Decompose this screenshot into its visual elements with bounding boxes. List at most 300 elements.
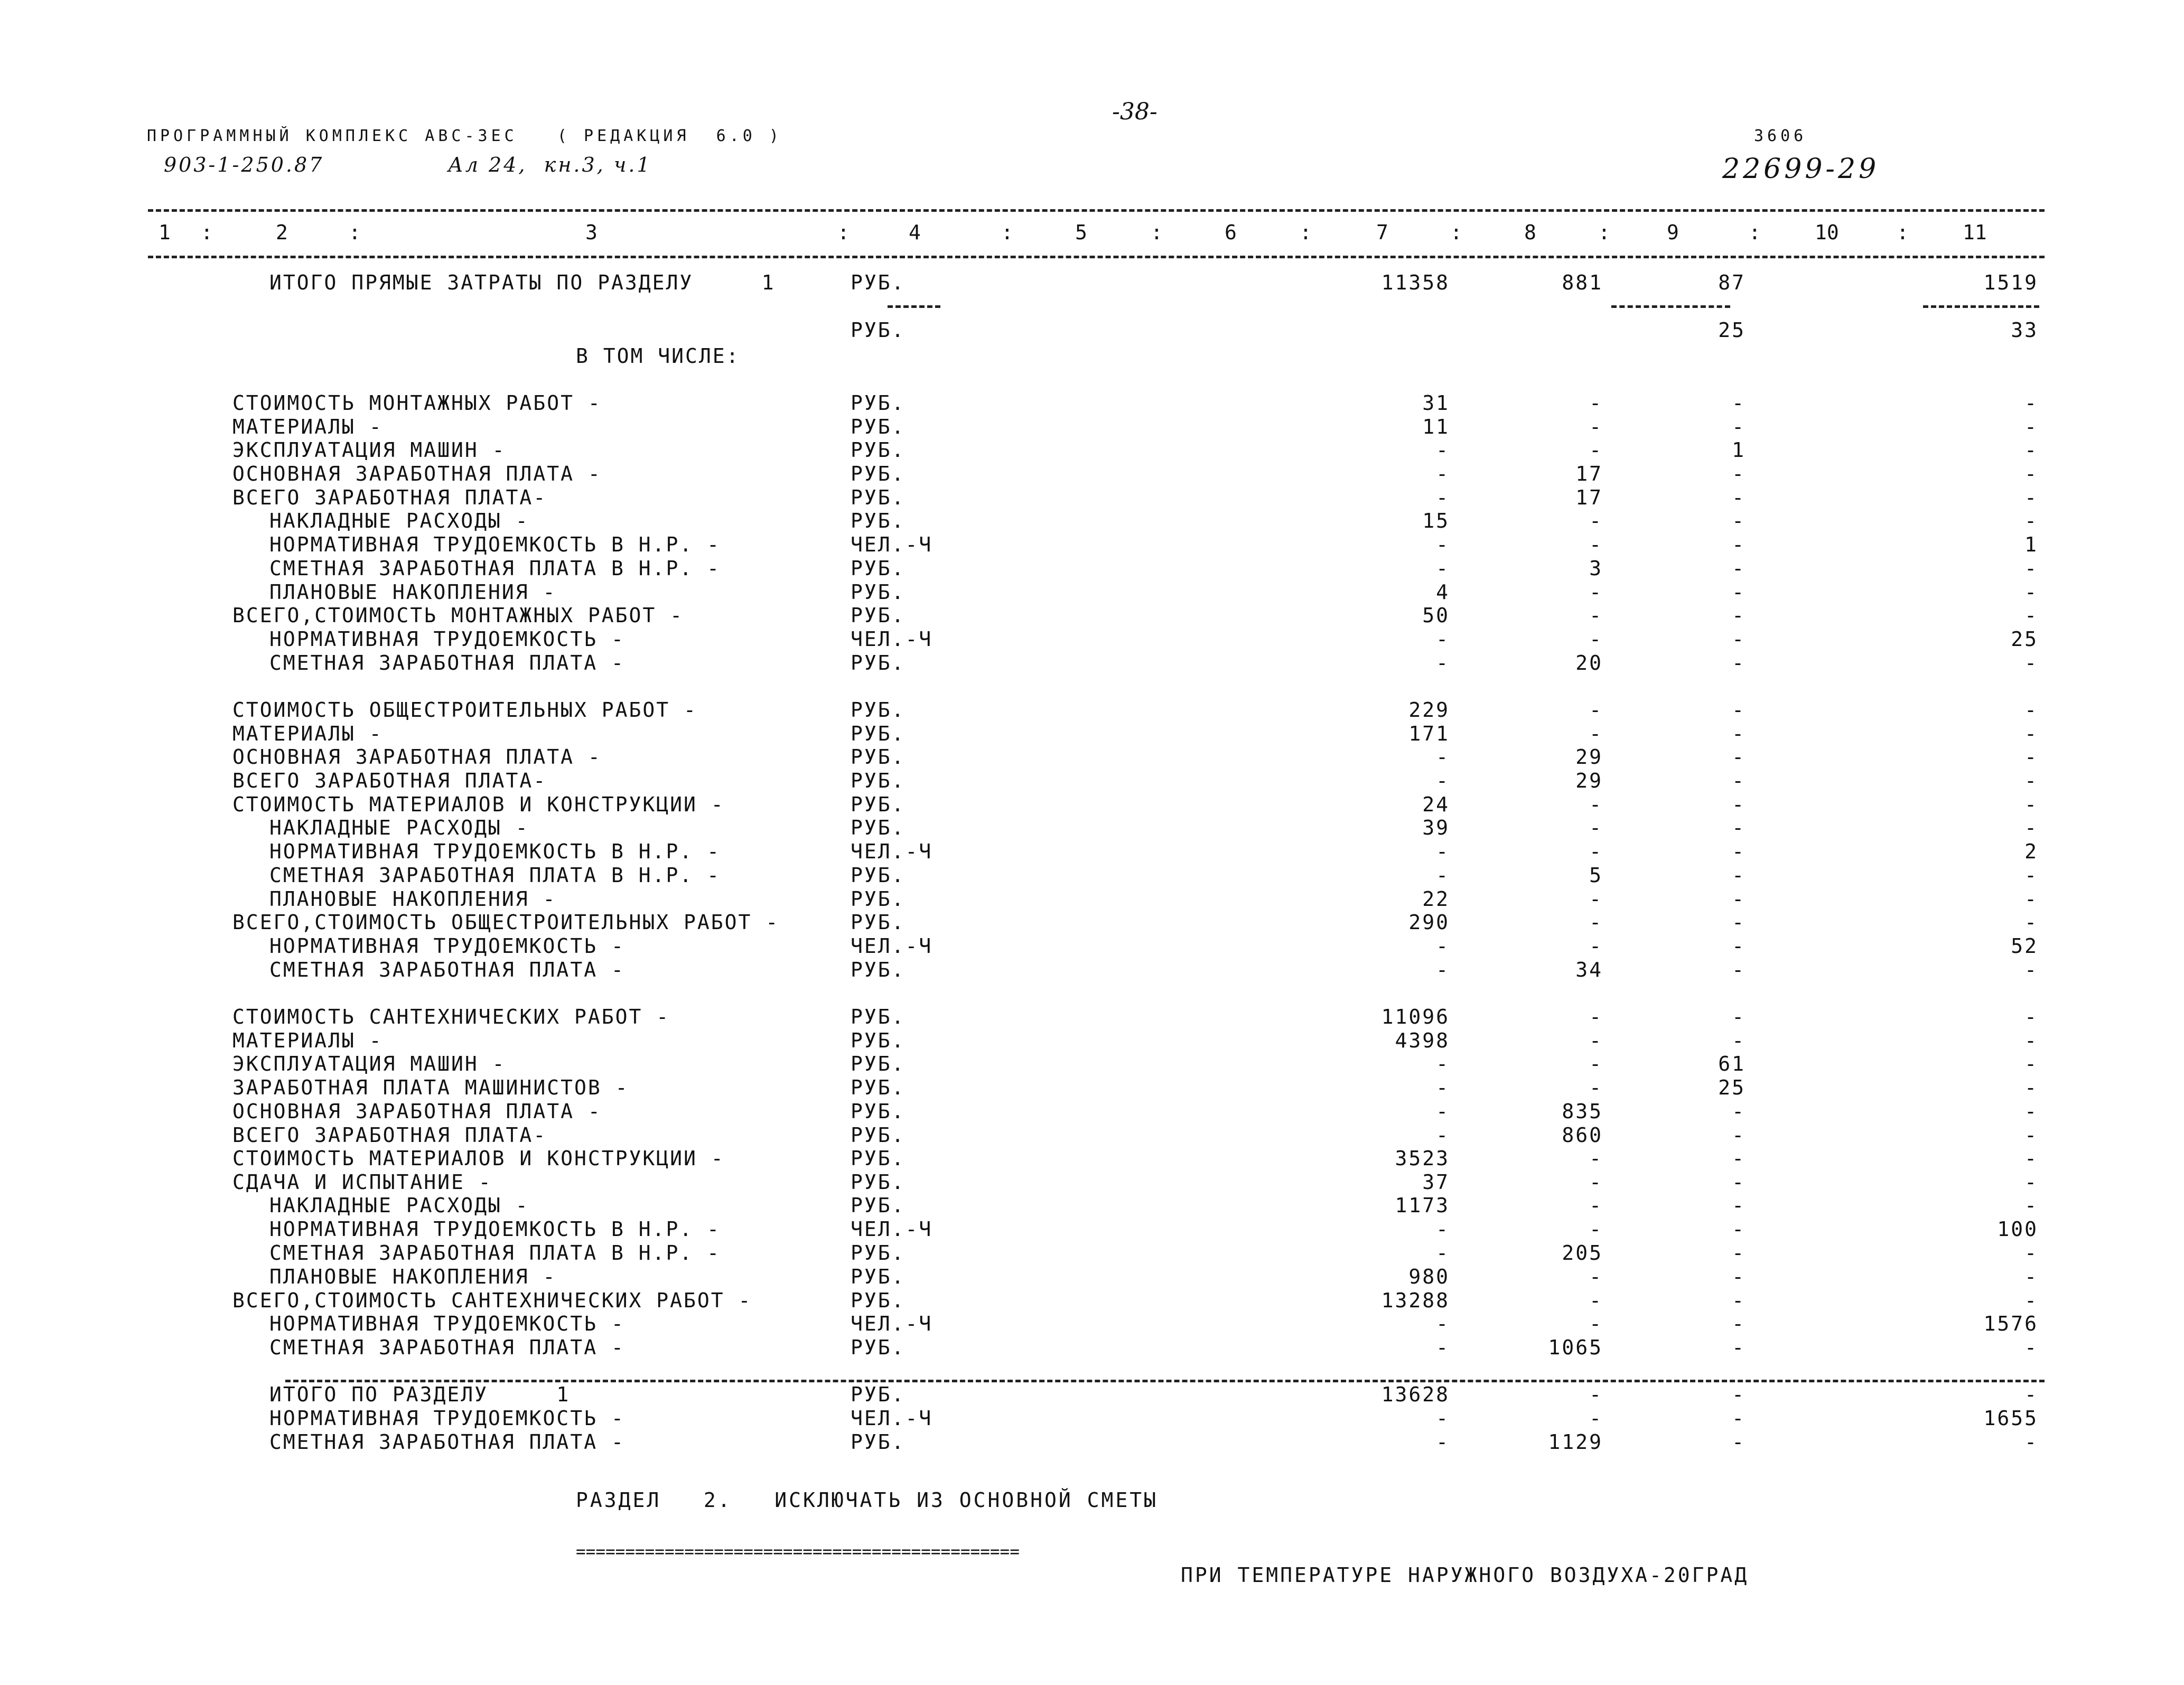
col7-cell: 980	[1408, 1265, 1450, 1288]
row-label: ОСНОВНАЯ ЗАРАБОТНАЯ ПЛАТА -	[232, 462, 602, 485]
col11-cell: -	[2024, 509, 2038, 532]
column-header: 2	[276, 221, 288, 244]
program-title: ПРОГРАММНЫЙ КОМПЛЕКС АВС-ЗЕС ( РЕДАКЦИЯ 6.0 )	[147, 127, 782, 145]
section-total-rule	[285, 1380, 2045, 1382]
col11-cell: -	[2024, 745, 2038, 769]
col11-cell: -	[2024, 1124, 2038, 1147]
table-row	[0, 533, 2184, 557]
table-row	[0, 1005, 2184, 1029]
col8-cell: 3	[1589, 557, 1603, 580]
row-label: НАКЛАДНЫЕ РАСХОДЫ -	[269, 1194, 529, 1217]
row-label: ВСЕГО ЗАРАБОТНАЯ ПЛАТА-	[232, 1124, 547, 1147]
col8-cell: -	[1589, 1029, 1603, 1052]
row-label: СМЕТНАЯ ЗАРАБОТНАЯ ПЛАТА В Н.Р. -	[269, 557, 721, 580]
col8-cell: 860	[1562, 1124, 1603, 1147]
col11-cell: -	[2024, 769, 2038, 792]
unit-cell: РУБ.	[851, 1241, 906, 1265]
unit-cell: РУБ.	[851, 1100, 906, 1123]
row-label: ОСНОВНАЯ ЗАРАБОТНАЯ ПЛАТА -	[232, 745, 602, 769]
col9-cell: -	[1732, 533, 1746, 556]
col8-cell: 835	[1562, 1100, 1603, 1123]
row-label: СТОИМОСТЬ ОБЩЕСТРОИТЕЛЬНЫХ РАБОТ -	[232, 698, 697, 722]
col7-cell: -	[1436, 557, 1450, 580]
col7-cell: 13288	[1381, 1289, 1450, 1312]
col7-cell: 37	[1422, 1171, 1450, 1194]
unit-cell: РУБ.	[851, 911, 906, 934]
col7-cell: 1173	[1395, 1194, 1450, 1217]
col7-cell: -	[1436, 628, 1450, 651]
col11-cell: -	[2024, 438, 2038, 462]
col7-cell: -	[1436, 769, 1450, 792]
col8-cell: -	[1589, 1171, 1603, 1194]
row-label: СМЕТНАЯ ЗАРАБОТНАЯ ПЛАТА -	[269, 958, 625, 981]
col8-cell: 1129	[1548, 1430, 1603, 1454]
col11-cell: 33	[2011, 319, 2038, 342]
col11-cell: -	[2024, 1289, 2038, 1312]
col11-cell: 25	[2011, 628, 2038, 651]
col11-cell: -	[2024, 1336, 2038, 1359]
col7-cell: 4	[1436, 581, 1450, 604]
unit-cell: РУБ.	[851, 722, 906, 745]
column-separator: :	[1897, 221, 1909, 244]
unit-cell: ЧЕЛ.-Ч	[851, 628, 933, 651]
unit-cell: РУБ.	[851, 438, 906, 462]
col9-cell: -	[1732, 1430, 1746, 1454]
col9-cell: -	[1732, 745, 1746, 769]
table-row	[0, 958, 2184, 982]
row-label: НОРМАТИВНАЯ ТРУДОЕМКОСТЬ В Н.Р. -	[269, 840, 721, 863]
row-label: СМЕТНАЯ ЗАРАБОТНАЯ ПЛАТА В Н.Р. -	[269, 864, 721, 887]
col9-cell: -	[1732, 769, 1746, 792]
col7-cell: -	[1436, 533, 1450, 556]
header-bottom-rule	[148, 256, 2045, 258]
col7-cell: -	[1436, 864, 1450, 887]
table-row	[0, 1312, 2184, 1336]
table-row	[0, 1336, 2184, 1360]
temperature-note: ПРИ ТЕМПЕРАТУРЕ НАРУЖНОГО ВОЗДУХА-20ГРАД	[1181, 1564, 1749, 1587]
col8-cell: -	[1589, 604, 1603, 627]
col9-cell: -	[1732, 486, 1746, 509]
col9-cell: -	[1732, 1265, 1746, 1288]
column-header: 3	[585, 221, 598, 244]
unit-cell: ЧЕЛ.-Ч	[851, 934, 933, 958]
col7-cell: -	[1436, 1052, 1450, 1075]
unit-cell: ЧЕЛ.-Ч	[851, 533, 933, 556]
row-label: НОРМАТИВНАЯ ТРУДОЕМКОСТЬ В Н.Р. -	[269, 533, 721, 556]
col7-cell: -	[1436, 745, 1450, 769]
col9-cell: -	[1732, 1194, 1746, 1217]
col8-cell: -	[1589, 415, 1603, 438]
unit-cell: РУБ.	[851, 958, 906, 981]
table-row	[0, 604, 2184, 628]
col8-cell: -	[1589, 509, 1603, 532]
col7-cell: 290	[1408, 911, 1450, 934]
col9-cell: 1	[1732, 438, 1746, 462]
unit-cell: РУБ.	[851, 415, 906, 438]
col9-cell: -	[1732, 1171, 1746, 1194]
row-label: ЭКСПЛУАТАЦИЯ МАШИН -	[232, 1052, 506, 1075]
col8-cell: 17	[1575, 486, 1603, 509]
col7-cell: -	[1436, 1336, 1450, 1359]
row-label: НОРМАТИВНАЯ ТРУДОЕМКОСТЬ -	[269, 1312, 625, 1335]
col9-cell: -	[1732, 1289, 1746, 1312]
col8-cell: -	[1589, 581, 1603, 604]
col9-cell: -	[1732, 1336, 1746, 1359]
unit-cell: ЧЕЛ.-Ч	[851, 1312, 933, 1335]
col11-cell: -	[2024, 1265, 2038, 1288]
col9-cell: -	[1732, 651, 1746, 675]
unit-cell: РУБ.	[851, 1383, 906, 1406]
unit-cell: РУБ.	[851, 462, 906, 485]
col9-cell: 87	[1718, 271, 1746, 294]
unit-cell: РУБ.	[851, 1289, 906, 1312]
row-label: ВСЕГО,СТОИМОСТЬ САНТЕХНИЧЕСКИХ РАБОТ -	[232, 1289, 752, 1312]
unit-cell: РУБ.	[851, 816, 906, 839]
col11-cell: -	[2024, 1076, 2038, 1099]
col8-cell: -	[1589, 1265, 1603, 1288]
row-label: НОРМАТИВНАЯ ТРУДОЕМКОСТЬ -	[269, 934, 625, 958]
row-label: ИТОГО ПО РАЗДЕЛУ 1	[269, 1383, 571, 1406]
unit-cell: РУБ.	[851, 698, 906, 722]
col7-cell: 229	[1408, 698, 1450, 722]
col7-cell: 13628	[1381, 1383, 1450, 1406]
column-header: 8	[1524, 221, 1536, 244]
table-row	[0, 1052, 2184, 1076]
section-2-title: РАЗДЕЛ 2. ИСКЛЮЧАТЬ ИЗ ОСНОВНОЙ СМЕТЫ	[576, 1489, 1158, 1512]
col11-cell: -	[2024, 864, 2038, 887]
unit-cell: РУБ.	[851, 1336, 906, 1359]
col11-cell: -	[2024, 958, 2038, 981]
col8-cell: 1065	[1548, 1336, 1603, 1359]
col9-cell: -	[1732, 1029, 1746, 1052]
col7-cell: -	[1436, 1312, 1450, 1335]
col9-cell: -	[1732, 1005, 1746, 1028]
table-row	[0, 415, 2184, 439]
col11-cell: -	[2024, 1430, 2038, 1454]
column-separator: :	[1450, 221, 1462, 244]
column-separator: :	[201, 221, 213, 244]
row-label: ВСЕГО,СТОИМОСТЬ МОНТАЖНЫХ РАБОТ -	[232, 604, 684, 627]
unit-cell: РУБ.	[851, 319, 906, 342]
unit-cell: РУБ.	[851, 1052, 906, 1075]
col9-cell: -	[1732, 581, 1746, 604]
col11-cell: 1576	[1983, 1312, 2038, 1335]
row-label: ВСЕГО ЗАРАБОТНАЯ ПЛАТА-	[232, 769, 547, 792]
unit-cell: РУБ.	[851, 769, 906, 792]
col11-cell: -	[2024, 415, 2038, 438]
col8-cell: -	[1589, 722, 1603, 745]
col8-cell: 29	[1575, 745, 1603, 769]
table-row	[0, 887, 2184, 911]
col9-cell: -	[1732, 391, 1746, 415]
col11-cell: -	[2024, 1005, 2038, 1028]
col9-cell: -	[1732, 557, 1746, 580]
col7-cell: -	[1436, 462, 1450, 485]
col7-cell: 39	[1422, 816, 1450, 839]
col7-cell: 24	[1422, 793, 1450, 816]
col8-cell: -	[1589, 1407, 1603, 1430]
unit-cell: РУБ.	[851, 864, 906, 887]
col9-cell: -	[1732, 793, 1746, 816]
col11-cell: -	[2024, 1241, 2038, 1265]
col8-cell: -	[1589, 1218, 1603, 1241]
col11-underline	[1923, 305, 2039, 308]
col11-cell: 52	[2011, 934, 2038, 958]
unit-cell: РУБ.	[851, 745, 906, 769]
row-label: СМЕТНАЯ ЗАРАБОТНАЯ ПЛАТА -	[269, 1430, 625, 1454]
row-label: ПЛАНОВЫЕ НАКОПЛЕНИЯ -	[269, 581, 557, 604]
unit-cell: РУБ.	[851, 1005, 906, 1028]
col8-cell: 17	[1575, 462, 1603, 485]
col8-cell: -	[1589, 887, 1603, 911]
col7-cell: 31	[1422, 391, 1450, 415]
col7-cell: -	[1436, 1124, 1450, 1147]
col9-cell: -	[1732, 722, 1746, 745]
unit-cell: РУБ.	[851, 1171, 906, 1194]
col9-underline	[1611, 305, 1730, 308]
row-label: ВСЕГО ЗАРАБОТНАЯ ПЛАТА-	[232, 486, 547, 509]
col11-cell: -	[2024, 722, 2038, 745]
col9-cell: -	[1732, 911, 1746, 934]
col9-cell: -	[1732, 1407, 1746, 1430]
header-top-rule	[148, 209, 2045, 212]
col11-cell: -	[2024, 911, 2038, 934]
row-label: ИТОГО ПРЯМЫЕ ЗАТРАТЫ ПО РАЗДЕЛУ 1	[269, 271, 776, 294]
row-label: НОРМАТИВНАЯ ТРУДОЕМКОСТЬ -	[269, 1407, 625, 1430]
unit-cell: РУБ.	[851, 1430, 906, 1454]
row-label: СМЕТНАЯ ЗАРАБОТНАЯ ПЛАТА -	[269, 651, 625, 675]
unit-cell: РУБ.	[851, 486, 906, 509]
col11-cell: 1655	[1983, 1407, 2038, 1430]
row-label: СТОИМОСТЬ САНТЕХНИЧЕСКИХ РАБОТ -	[232, 1005, 670, 1028]
col11-cell: -	[2024, 1029, 2038, 1052]
col8-cell: -	[1589, 628, 1603, 651]
row-label: НОРМАТИВНАЯ ТРУДОЕМКОСТЬ В Н.Р. -	[269, 1218, 721, 1241]
row-label: МАТЕРИАЛЫ -	[232, 1029, 383, 1052]
col7-cell: -	[1436, 438, 1450, 462]
col7-cell: -	[1436, 1100, 1450, 1123]
column-header: 7	[1376, 221, 1388, 244]
unit-cell: РУБ.	[851, 557, 906, 580]
col7-cell: 4398	[1395, 1029, 1450, 1052]
row-label: ВСЕГО,СТОИМОСТЬ ОБЩЕСТРОИТЕЛЬНЫХ РАБОТ -	[232, 911, 780, 934]
row-label: НАКЛАДНЫЕ РАСХОДЫ -	[269, 816, 529, 839]
column-separator: :	[1300, 221, 1312, 244]
table-row	[0, 911, 2184, 934]
table-row	[0, 581, 2184, 604]
col8-cell: -	[1589, 793, 1603, 816]
document-number: 22699-29	[1722, 153, 1880, 185]
doc-reference: 903-1-250.87	[164, 153, 324, 176]
col7-cell: -	[1436, 1407, 1450, 1430]
row-label: НОРМАТИВНАЯ ТРУДОЕМКОСТЬ -	[269, 628, 625, 651]
col8-cell: 29	[1575, 769, 1603, 792]
code-number: 3606	[1754, 127, 1807, 145]
table-row	[0, 698, 2184, 722]
col8-cell: 5	[1589, 864, 1603, 887]
table-row	[0, 1430, 2184, 1454]
table-row	[0, 391, 2184, 415]
row-label: НАКЛАДНЫЕ РАСХОДЫ -	[269, 509, 529, 532]
col8-cell: 881	[1562, 271, 1603, 294]
table-row	[0, 509, 2184, 533]
table-row	[0, 486, 2184, 510]
col9-cell: 25	[1718, 1076, 1746, 1099]
col11-cell: -	[2024, 1147, 2038, 1170]
col8-cell: 20	[1575, 651, 1603, 675]
col9-cell: -	[1732, 415, 1746, 438]
col11-cell: -	[2024, 1171, 2038, 1194]
col11-cell: -	[2024, 486, 2038, 509]
table-row	[0, 745, 2184, 769]
col9-cell: 61	[1718, 1052, 1746, 1075]
unit-underline	[888, 305, 940, 308]
column-separator: :	[1749, 221, 1761, 244]
column-separator: :	[837, 221, 850, 244]
unit-cell: РУБ.	[851, 391, 906, 415]
col9-cell: -	[1732, 816, 1746, 839]
unit-cell: РУБ.	[851, 651, 906, 675]
col8-cell: -	[1589, 1052, 1603, 1075]
col8-cell: -	[1589, 1076, 1603, 1099]
col8-cell: -	[1589, 1312, 1603, 1335]
col7-cell: -	[1436, 486, 1450, 509]
col7-cell: -	[1436, 934, 1450, 958]
unit-cell: РУБ.	[851, 271, 906, 294]
col9-cell: -	[1732, 840, 1746, 863]
table-row	[0, 438, 2184, 462]
col9-cell: -	[1732, 1312, 1746, 1335]
col8-cell: 205	[1562, 1241, 1603, 1265]
col8-cell: -	[1589, 1289, 1603, 1312]
table-row	[0, 1265, 2184, 1289]
col9-cell: -	[1732, 462, 1746, 485]
page-number: -38-	[1112, 98, 1158, 125]
table-row	[0, 1029, 2184, 1053]
col9-cell: -	[1732, 1147, 1746, 1170]
table-row	[0, 651, 2184, 675]
table-row	[0, 1076, 2184, 1100]
double-rule: =============================================	[576, 1542, 1020, 1561]
table-row	[0, 1289, 2184, 1313]
col9-cell: -	[1732, 1100, 1746, 1123]
unit-cell: РУБ.	[851, 604, 906, 627]
column-header: 9	[1667, 221, 1679, 244]
col8-cell: -	[1589, 438, 1603, 462]
col11-cell: -	[2024, 793, 2038, 816]
col8-cell: -	[1589, 698, 1603, 722]
row-label: СТОИМОСТЬ МОНТАЖНЫХ РАБОТ -	[232, 391, 602, 415]
row-label: СДАЧА И ИСПЫТАНИЕ -	[232, 1171, 492, 1194]
column-separator: :	[1151, 221, 1163, 244]
col8-cell: -	[1589, 391, 1603, 415]
col11-cell: 100	[1997, 1218, 2038, 1241]
row-label: МАТЕРИАЛЫ -	[232, 722, 383, 745]
album-reference: Ал 24, кн.3, ч.1	[448, 153, 652, 176]
column-header: 10	[1815, 221, 1839, 244]
col11-cell: -	[2024, 557, 2038, 580]
row-label: ПЛАНОВЫЕ НАКОПЛЕНИЯ -	[269, 887, 557, 911]
row-label: МАТЕРИАЛЫ -	[232, 415, 383, 438]
row-label: ЗАРАБОТНАЯ ПЛАТА МАШИНИСТОВ -	[232, 1076, 629, 1099]
unit-cell: РУБ.	[851, 1124, 906, 1147]
row-label: ПЛАНОВЫЕ НАКОПЛЕНИЯ -	[269, 1265, 557, 1288]
table-row	[0, 344, 2184, 368]
table-row	[0, 1218, 2184, 1241]
unit-cell: РУБ.	[851, 581, 906, 604]
col11-cell: -	[2024, 1052, 2038, 1075]
unit-cell: РУБ.	[851, 1265, 906, 1288]
col9-cell: -	[1732, 1241, 1746, 1265]
col7-cell: -	[1436, 1241, 1450, 1265]
col11-cell: -	[2024, 1194, 2038, 1217]
col7-cell: -	[1436, 651, 1450, 675]
row-label: СМЕТНАЯ ЗАРАБОТНАЯ ПЛАТА В Н.Р. -	[269, 1241, 721, 1265]
table-row	[0, 1100, 2184, 1124]
unit-cell: ЧЕЛ.-Ч	[851, 1218, 933, 1241]
col11-cell: 2	[2024, 840, 2038, 863]
unit-cell: РУБ.	[851, 1076, 906, 1099]
column-header: 4	[909, 221, 921, 244]
table-row	[0, 793, 2184, 817]
column-separator: :	[1001, 221, 1013, 244]
col9-cell: -	[1732, 934, 1746, 958]
col9-cell: -	[1732, 604, 1746, 627]
col9-cell: 25	[1718, 319, 1746, 342]
col7-cell: 22	[1422, 887, 1450, 911]
col9-cell: -	[1732, 864, 1746, 887]
col8-cell: -	[1589, 1147, 1603, 1170]
col8-cell: 34	[1575, 958, 1603, 981]
row-label: СТОИМОСТЬ МАТЕРИАЛОВ И КОНСТРУКЦИИ -	[232, 793, 725, 816]
col8-cell: -	[1589, 911, 1603, 934]
col11-cell: -	[2024, 604, 2038, 627]
col11-cell: 1	[2024, 533, 2038, 556]
col7-cell: 171	[1408, 722, 1450, 745]
col7-cell: 50	[1422, 604, 1450, 627]
table-row	[0, 1383, 2184, 1407]
col9-cell: -	[1732, 1383, 1746, 1406]
col9-cell: -	[1732, 509, 1746, 532]
table-row	[0, 628, 2184, 651]
row-label: СТОИМОСТЬ МАТЕРИАЛОВ И КОНСТРУКЦИИ -	[232, 1147, 725, 1170]
unit-cell: ЧЕЛ.-Ч	[851, 840, 933, 863]
col11-cell: -	[2024, 391, 2038, 415]
table-row	[0, 462, 2184, 486]
col7-cell: 11	[1422, 415, 1450, 438]
col9-cell: -	[1732, 1124, 1746, 1147]
col7-cell: 15	[1422, 509, 1450, 532]
col7-cell: -	[1436, 958, 1450, 981]
table-row	[0, 319, 2184, 342]
col7-cell: -	[1436, 1076, 1450, 1099]
unit-cell: РУБ.	[851, 509, 906, 532]
col7-cell: -	[1436, 1218, 1450, 1241]
row-label: В ТОМ ЧИСЛЕ:	[576, 344, 740, 368]
table-row	[0, 271, 2184, 295]
col11-cell: -	[2024, 816, 2038, 839]
unit-cell: РУБ.	[851, 1147, 906, 1170]
col8-cell: -	[1589, 816, 1603, 839]
col7-cell: -	[1436, 840, 1450, 863]
table-row	[0, 1171, 2184, 1194]
col9-cell: -	[1732, 887, 1746, 911]
col7-cell: 3523	[1395, 1147, 1450, 1170]
table-row	[0, 864, 2184, 887]
column-header-row	[0, 221, 2184, 247]
table-row	[0, 934, 2184, 958]
col9-cell: -	[1732, 958, 1746, 981]
